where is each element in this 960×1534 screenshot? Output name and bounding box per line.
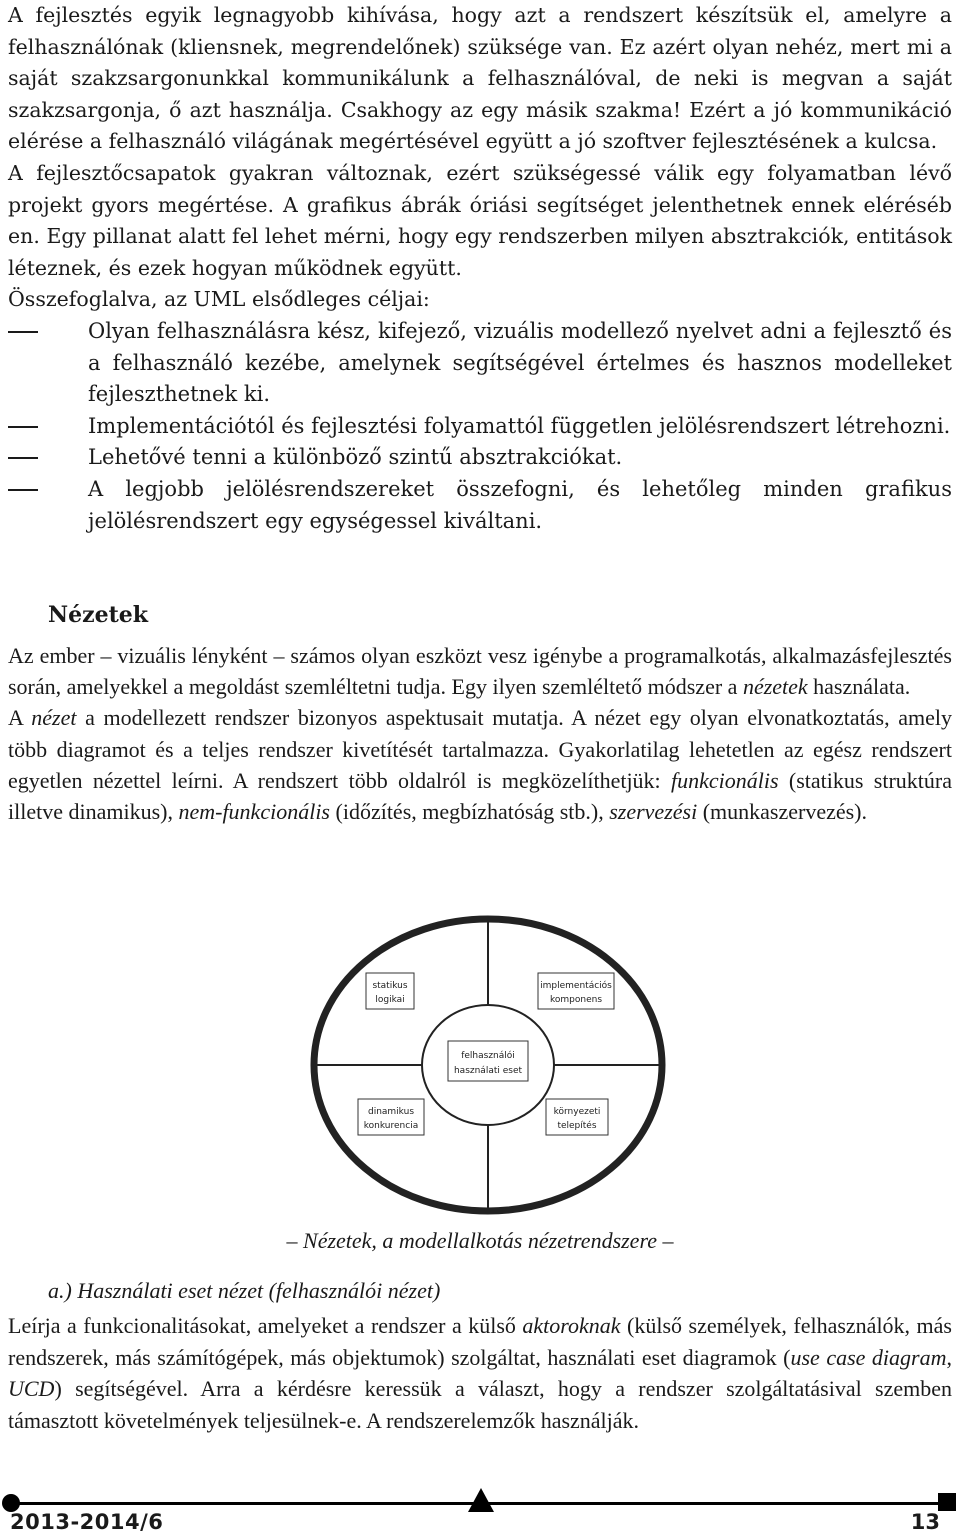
- section-heading: Nézetek: [48, 602, 148, 628]
- label-bl-1: dinamikus: [367, 1107, 415, 1117]
- intro-section: [8, 0, 952, 537]
- intro-paragraph-2: A fejlesztőcsapatok gyakran változnak, ezért szükségessé válik egy folyamatban lévő projekt gyors megértése. A grafikus ábrák óriási segítséget jelenthetnek ennek eléréséb en. Egy pillanat alatt fel lehet mérni, hogy egy rendszerben milyen absztrakciók, entitások léteznek, és ezek hogyan működnek együtt.: [8, 160, 952, 280]
- views-diagram: [300, 915, 676, 1215]
- intro-paragraph-1: A fejlesztés egyik legnagyobb kihívása, hogy azt a rendszert készítsük el, amelyre a felhasználónak (kliensnek, megrendelőnek) szüksége van. Ez azért olyan nehéz, mert mi a saját szakzsargonunkkal kommunikálunk a felhasználóval, de neki is megvan a saját szakzsargonja, ő azt használja. Csakhogy az egy másik szakma! Ezért a jó kommunikáció elérése a felhasználó világának megértésével együtt a jó szoftver fejlesztésének a kulcsa.: [8, 3, 952, 154]
- page-number: 13: [910, 1510, 940, 1534]
- label-br-2: telepítés: [557, 1121, 597, 1131]
- views-section: [8, 640, 952, 827]
- dash-bullet-icon: [8, 457, 38, 459]
- figure-caption: – Nézetek, a modellalkotás nézetrendszere –: [286, 1228, 674, 1253]
- page-footer: [0, 1488, 960, 1534]
- list-item: Lehetővé tenni a különböző szintű absztrakciókat.: [8, 442, 952, 474]
- usecase-section: [8, 1310, 952, 1436]
- label-center-1: felhasználói: [461, 1051, 515, 1061]
- goals-list: [8, 316, 952, 537]
- list-item: A legjobb jelölésrendszereket összefogni, és lehetőleg minden grafikus jelölésrendszert egy egységessel kiváltani.: [8, 474, 952, 537]
- triangle-ornament-icon: [468, 1488, 494, 1512]
- label-br-1: környezeti: [553, 1107, 601, 1117]
- dash-bullet-icon: [8, 426, 38, 428]
- label-bl-2: konkurencia: [363, 1121, 419, 1131]
- label-tr-1: implementációs: [540, 981, 612, 991]
- usecase-paragraph: Leírja a funkcionalitásokat, amelyeket a rendszer a külső aktoroknak (külső személyek, felhasználók, más rendszerek, más számítógépek, más objektumok) szolgáltat, használati eset diagramok (use case diagram, UCD) segítségével. Arra a kérdésre keressük a választ, hogy a rendszer szolgáltatásival szemben támasztott követelmények teljesülnek-e. A rendszerelemzők használják.: [8, 1313, 952, 1433]
- views-paragraph-2: A nézet a modellezett rendszer bizonyos aspektusait mutatja. A nézet egy olyan elvonatkoztatás, amely több diagramot és a teljes rendszer kivetítését tartalmazza. Gyakorlatilag lehetetlen az egész rendszert egyetlen nézettel leírni. A rendszert több oldalról is megközelíthetjük: funkcionális (statikus struktúra illetve dinamikus), nem-funkcionális (időzítés, megbízhatóság stb.), szervezési (munkaszervezés).: [8, 705, 952, 825]
- dash-bullet-icon: [8, 489, 38, 491]
- intro-paragraph-3: Összefoglalva, az UML elsődleges céljai:: [8, 287, 430, 312]
- label-tl-2: logikai: [375, 995, 405, 1005]
- issue-number: 2013-2014/6: [10, 1510, 164, 1534]
- label-center-2: használati eset: [453, 1066, 523, 1076]
- list-item: Implementációtól és fejlesztési folyamattól független jelölésrendszert létrehozni.: [8, 411, 952, 443]
- views-paragraph-1: Az ember – vizuális lényként – számos olyan eszközt vesz igénybe a programalkotás, alkalmazásfejlesztés során, amelyekkel a megoldást szemléltetni tudja. Egy ilyen szemléltető módszer a nézetek használata.: [8, 643, 952, 700]
- label-tr-2: komponens: [549, 995, 603, 1005]
- dash-bullet-icon: [8, 331, 38, 333]
- label-tl-1: statikus: [372, 981, 408, 991]
- subsection-heading: a.) Használati eset nézet (felhasználói nézet): [48, 1278, 441, 1303]
- list-item: Olyan felhasználásra kész, kifejező, vizuális modellező nyelvet adni a fejlesztő és a felhasználó kezébe, amelynek segítségével értelmes és hasznos modelleket fejleszthetnek ki.: [8, 316, 952, 411]
- square-ornament-icon: [938, 1493, 956, 1511]
